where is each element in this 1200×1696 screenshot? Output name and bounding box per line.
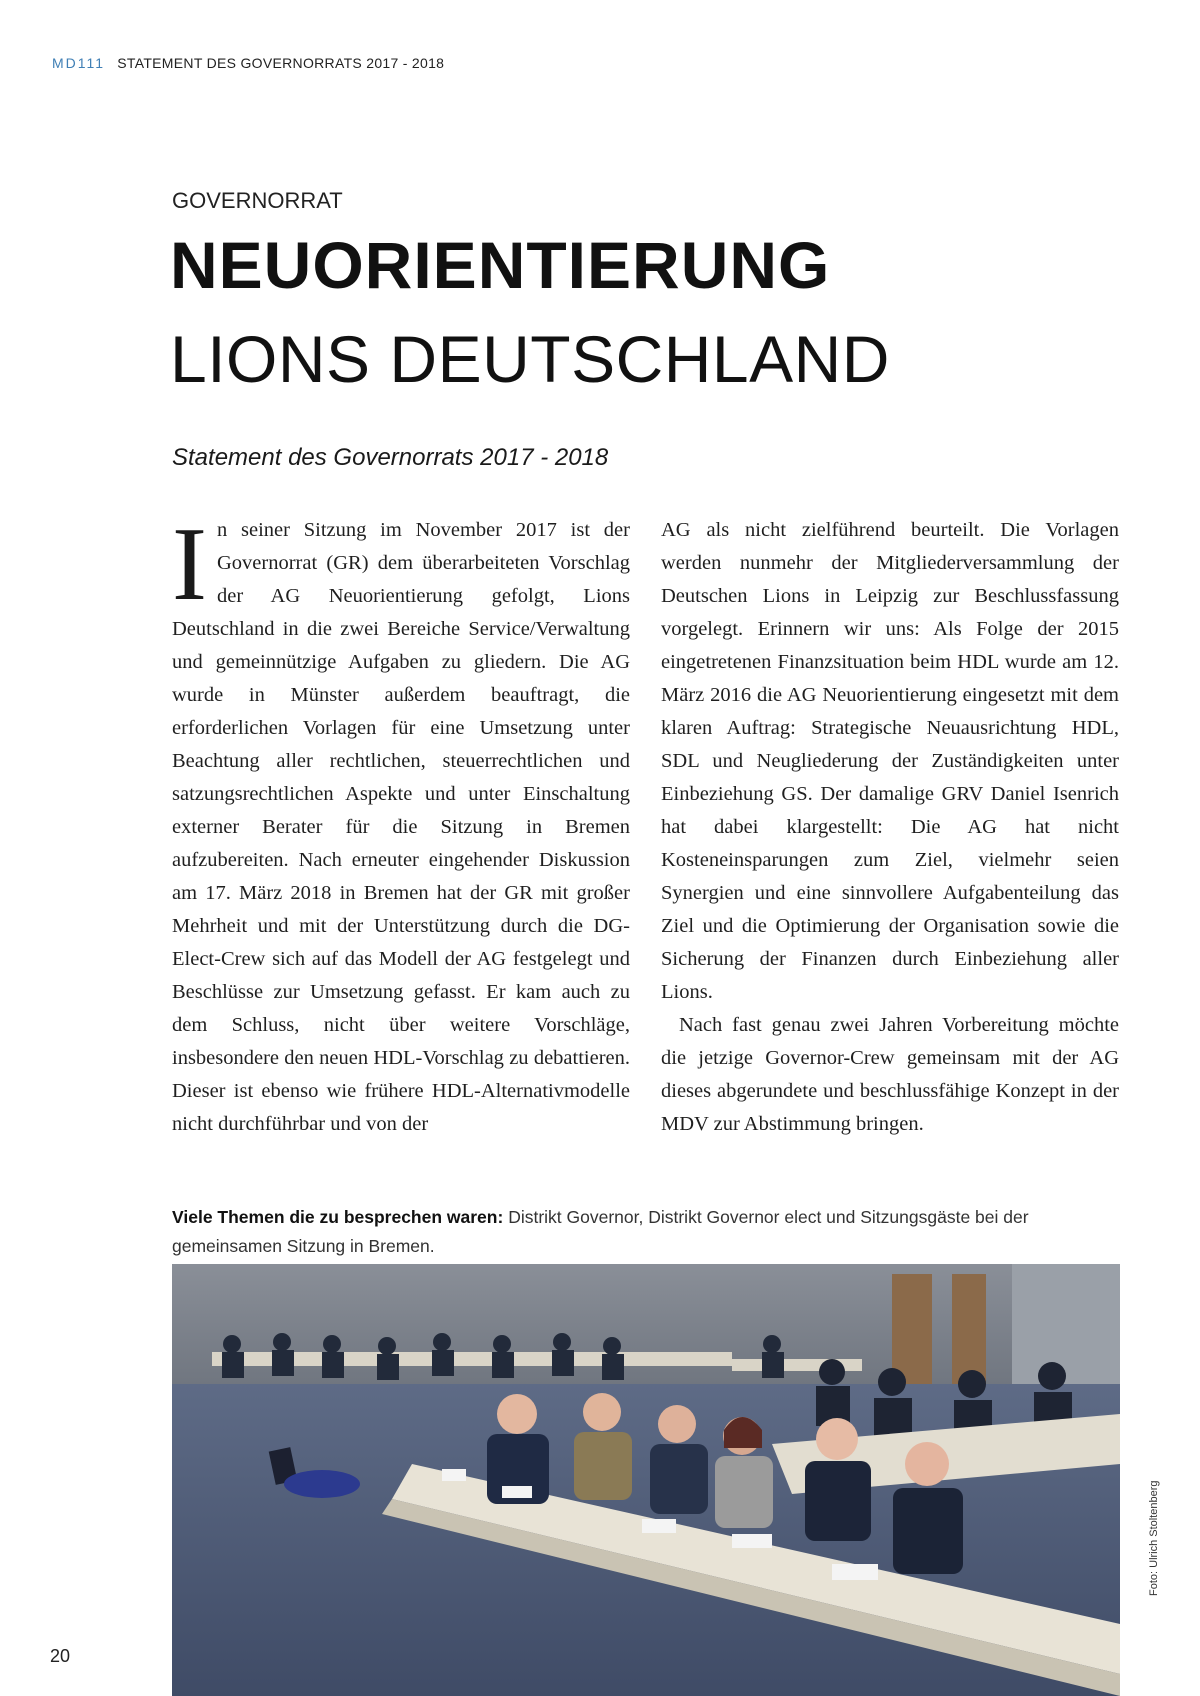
running-head xyxy=(52,55,444,71)
running-head-title: STATEMENT DES GOVERNORRATS 2017 - 2018 xyxy=(117,55,445,71)
photo-caption xyxy=(172,1203,1120,1261)
photo-credit: Foto: Ulrich Stoltenberg xyxy=(1148,1480,1160,1596)
subheadline: Statement des Governorrats 2017 - 2018 xyxy=(172,444,609,471)
meeting-photo-illustration xyxy=(172,1264,1120,1696)
headline-line-2: LIONS DEUTSCHLAND xyxy=(170,322,890,396)
drop-cap: I xyxy=(172,505,207,622)
issue-code: MD111 xyxy=(52,55,106,71)
section-kicker: GOVERNORRAT xyxy=(172,188,343,213)
caption-text: Distrikt Governor, Distrikt Governor elect und Sitzungsgäste bei der gemeinsamen Sitzung in Bremen. xyxy=(172,1207,1029,1256)
body-column-right xyxy=(661,514,1119,1141)
meeting-photo xyxy=(172,1264,1120,1696)
body-paragraph xyxy=(172,505,630,1141)
right-column-paragraph-1: AG als nicht zielführend beurteilt. Die Vorlagen werden nunmehr der Mitgliederversammlung der Deutschen Lions in Leipzig zur Beschlussfassung vorgelegt. Erinnern wir uns: Als Folge der 2015 eingetretenen Finanzsituation beim HDL wurde am 12. März 2016 die AG Neuorientierung eingesetzt mit dem klaren Auftrag: Strategische Neuausrichtung HDL, SDL und Neugliederung der Zuständigkeiten unter Einbeziehung GS. Der damalige GRV Daniel Isenrich hat dabei klargestellt: Die AG hat nicht Kosteneinsparungen zum Ziel, vielmehr seien Synergien und eine sinnvollere Aufgabenteilung das Ziel und die Optimierung der Organisation sowie die Sicherung der Finanzen durch Einbeziehung aller Lions. xyxy=(661,519,1119,1003)
left-column-text: n seiner Sitzung im November 2017 ist der Governorrat (GR) dem überarbeiteten Vorschlag der AG Neuorientierung gefolgt, Lions Deutschland in die zwei Bereiche Service/Verwaltung und gemeinnützige Aufgaben zu gliedern. Die AG wurde in Münster außerdem beauftragt, die erforderlichen Vorlagen für eine Umsetzung unter Beachtung aller rechtlichen, steuerrechtlichen und satzungsrechtlichen Aspekte und unter Einschaltung externer Berater für die Sitzung in Bremen aufzubereiten. Nach erneuter eingehender Diskussion am 17. März 2018 in Bremen hat der GR mit großer Mehrheit und mit der Unterstützung durch die DG-Elect-Crew sich auf das Modell der AG festgelegt und Beschlüsse zur Umsetzung gefasst. Er kam auch zu dem Schluss, nicht über weitere Vorschläge, insbesondere den neuen HDL-Vorschlag zu debattieren. Dieser ist ebenso wie frühere HDL-Alternativmodelle nicht durchführbar und von der xyxy=(172,519,630,1135)
page-number: 20 xyxy=(50,1646,71,1666)
right-column-paragraph-2: Nach fast genau zwei Jahren Vorbereitung möchte die jetzige Governor-Crew gemeinsam mit der AG dieses abgerundete und beschlussfähige Konzept in der MDV zur Abstimmung bringen. xyxy=(661,1014,1119,1135)
caption-lead: Viele Themen die zu besprechen waren: xyxy=(172,1207,504,1227)
headline-line-1: NEUORIENTIERUNG xyxy=(170,228,831,302)
body-column-left xyxy=(172,505,630,1141)
